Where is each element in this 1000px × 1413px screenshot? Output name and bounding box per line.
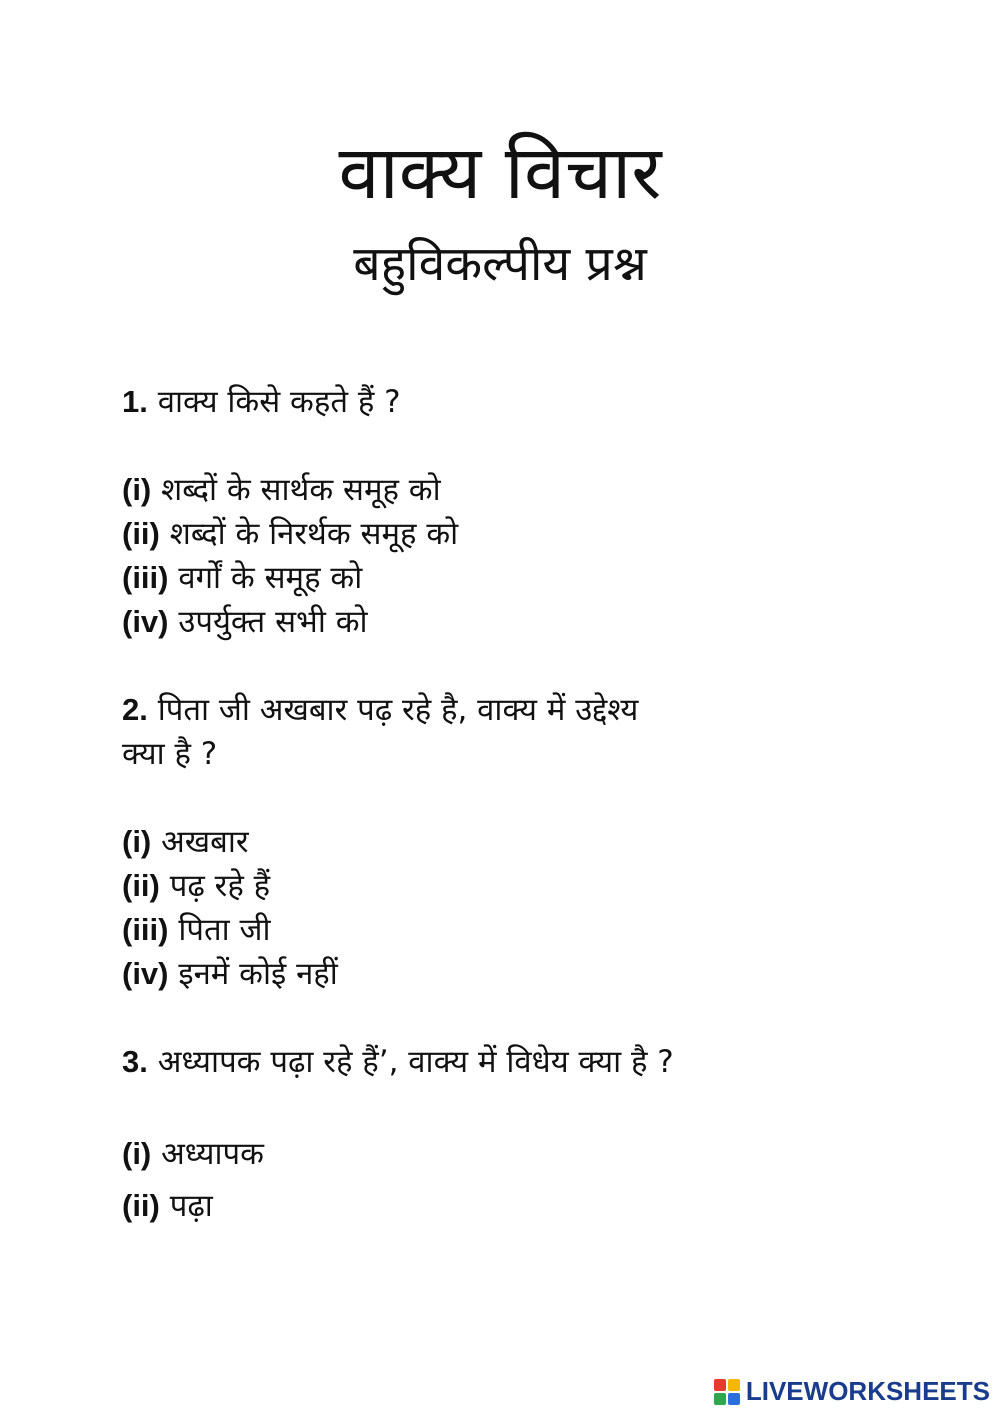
option-text: पढ़ रहे हैं: [169, 868, 271, 904]
option-4[interactable]: [122, 600, 882, 644]
question-line: अध्यापक पढ़ा रहे हैं’, वाक्य में विधेय क्या है ?: [157, 1044, 674, 1080]
option-2[interactable]: [122, 1180, 882, 1232]
option-text: पिता जी: [178, 912, 271, 948]
logo-square: [728, 1379, 740, 1391]
option-3[interactable]: [122, 908, 882, 952]
option-text: इनमें कोई नहीं: [178, 956, 338, 992]
question-text: [122, 380, 882, 424]
question-1: [122, 380, 882, 644]
question-number: 1.: [122, 384, 148, 419]
question-2: [122, 688, 882, 996]
option-2[interactable]: [122, 864, 882, 908]
page-title: वाक्य विचार: [338, 130, 662, 216]
question-number: 2.: [122, 692, 148, 727]
option-label: (i): [122, 472, 152, 507]
option-4[interactable]: [122, 952, 882, 996]
question-line: क्या है ?: [122, 736, 218, 772]
question-text: [122, 1040, 882, 1084]
option-label: (i): [122, 824, 152, 859]
logo-square: [728, 1393, 740, 1405]
question-text: [122, 688, 882, 776]
question-list: [122, 380, 882, 1232]
question-line: वाक्य किसे कहते हैं ?: [157, 384, 401, 420]
option-label: (iii): [122, 560, 169, 595]
option-label: (i): [122, 1136, 152, 1171]
options-list: [122, 1128, 882, 1232]
option-label: (iii): [122, 912, 169, 947]
options-list: [122, 820, 882, 996]
option-label: (iv): [122, 604, 169, 639]
option-text: अध्यापक: [161, 1136, 264, 1172]
option-text: शब्दों के निरर्थक समूह को: [169, 516, 459, 552]
question-3: [122, 1040, 882, 1232]
option-1[interactable]: [122, 820, 882, 864]
options-list: [122, 468, 882, 644]
option-text: वर्गों के समूह को: [178, 560, 363, 596]
option-label: (ii): [122, 1188, 160, 1223]
option-3[interactable]: [122, 556, 882, 600]
option-2[interactable]: [122, 512, 882, 556]
option-1[interactable]: [122, 1128, 882, 1180]
logo-square: [714, 1379, 726, 1391]
question-number: 3.: [122, 1044, 148, 1079]
option-text: अखबार: [161, 824, 249, 860]
logo-square: [714, 1393, 726, 1405]
question-line: पिता जी अखबार पढ़ रहे है, वाक्य में उद्देश्य: [157, 692, 639, 728]
liveworksheets-logo[interactable]: [714, 1376, 990, 1407]
option-text: शब्दों के सार्थक समूह को: [161, 472, 441, 508]
option-label: (ii): [122, 868, 160, 903]
liveworksheets-logo-icon: [714, 1379, 740, 1405]
option-label: (iv): [122, 956, 169, 991]
option-text: उपर्युक्त सभी को: [178, 604, 368, 640]
page-subtitle: बहुविकल्पीय प्रश्न: [353, 236, 647, 292]
option-text: पढ़ा: [169, 1188, 213, 1224]
liveworksheets-logo-text: LIVEWORKSHEETS: [745, 1376, 990, 1406]
option-1[interactable]: [122, 468, 882, 512]
option-label: (ii): [122, 516, 160, 551]
